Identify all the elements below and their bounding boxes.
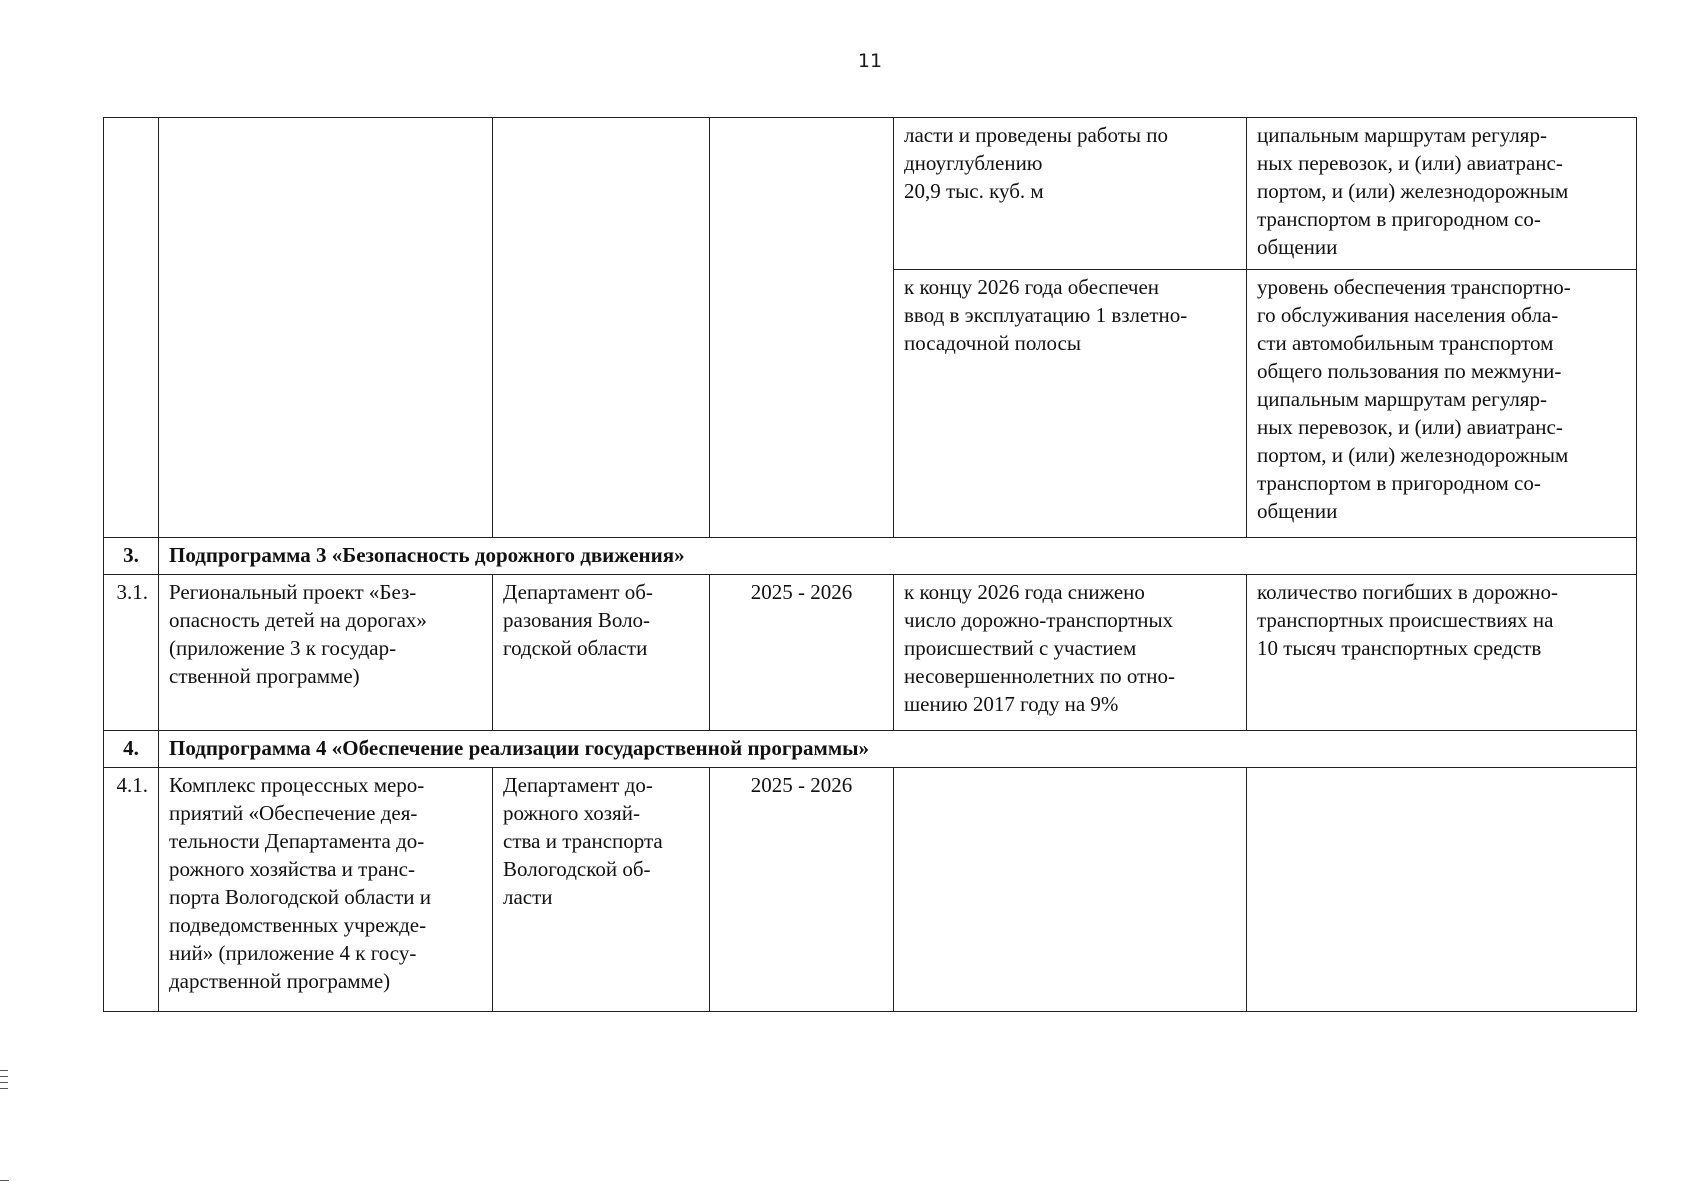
cell-result: к концу 2026 года снижено число дорожно-транспортных происшествий с участием несовершеннолетних по отно- шению 2017 году на 9%: [894, 575, 1247, 731]
program-table: [103, 117, 1637, 1012]
cell-name: Комплекс процессных меро- приятий «Обеспечение дея- тельности Департамента до- рожного хозяйства и транс- порта Вологодской области и подведомственных учрежде- ний» (приложение 4 к госу- дарственной программе): [159, 768, 493, 1012]
scan-artifact-mark: [0, 1180, 9, 1181]
cell-name: Региональный проект «Без- опасность детей на дорогах» (приложение 3 к государ- ственной программе): [159, 575, 493, 731]
section-title: Подпрограмма 4 «Обеспечение реализации государственной программы»: [159, 731, 1637, 768]
cell-indicator: уровень обеспечения транспортно- го обслуживания населения обла- сти автомобильным транспортом общего пользования по межмуни- ципальным маршрутам регуляр- ных перевозок, и (или) авиатранс- портом, и (или) железнодорожным транспортом в пригородном со- общении: [1247, 270, 1637, 538]
cell-period-empty: [710, 118, 894, 538]
cell-result: ласти и проведены работы по дноуглублению 20,9 тыс. куб. м: [894, 118, 1247, 270]
table-row-section: [104, 538, 1637, 575]
cell-indicator: ципальным маршрутам регуляр- ных перевозок, и (или) авиатранс- портом, и (или) железнодорожным транспортом в пригородном со- общении: [1247, 118, 1637, 270]
section-title: Подпрограмма 3 «Безопасность дорожного движения»: [159, 538, 1637, 575]
cell-responsible-empty: [493, 118, 710, 538]
cell-num-empty: [104, 118, 159, 538]
section-number: 3.: [104, 538, 159, 575]
cell-name-empty: [159, 118, 493, 538]
table-row-continuation: [104, 118, 1637, 270]
scan-artifact-marks: [0, 1070, 8, 1094]
table-row: [104, 575, 1637, 731]
cell-period: 2025 - 2026: [710, 575, 894, 731]
table-row-section: [104, 731, 1637, 768]
cell-result-empty: [894, 768, 1247, 1012]
cell-indicator-empty: [1247, 768, 1637, 1012]
section-number: 4.: [104, 731, 159, 768]
table-row: [104, 768, 1637, 1012]
cell-period: 2025 - 2026: [710, 768, 894, 1012]
row-number: 3.1.: [104, 575, 159, 731]
cell-responsible: Департамент до- рожного хозяй- ства и транспорта Вологодской об- ласти: [493, 768, 710, 1012]
cell-result: к концу 2026 года обеспечен ввод в эксплуатацию 1 взлетно- посадочной полосы: [894, 270, 1247, 538]
cell-responsible: Департамент об- разования Воло- годской области: [493, 575, 710, 731]
cell-indicator: количество погибших в дорожно- транспортных происшествиях на 10 тысяч транспортных средств: [1247, 575, 1637, 731]
page-number: 11: [857, 50, 883, 72]
row-number: 4.1.: [104, 768, 159, 1012]
